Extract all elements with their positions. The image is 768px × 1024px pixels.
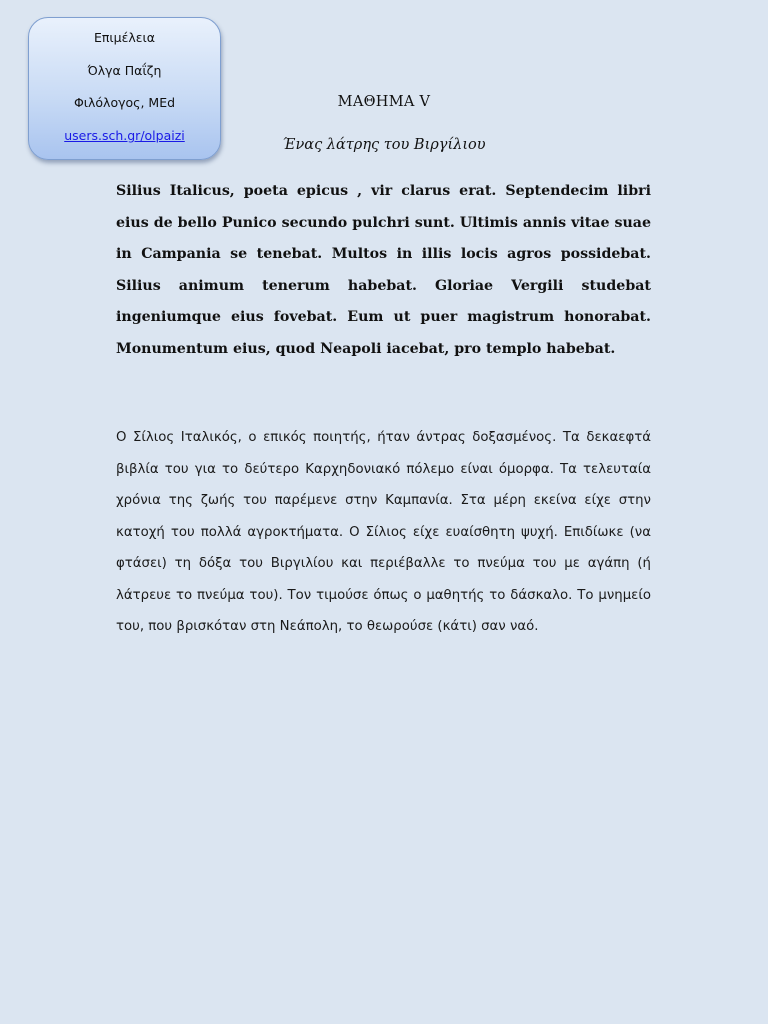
credit-editor-label: Επιμέλεια (94, 30, 155, 45)
author-website-link[interactable]: users.sch.gr/olpaizi (64, 128, 185, 143)
lesson-title: ΜΑΘΗΜΑ V (337, 94, 431, 110)
lesson-subtitle: Ένας λάτρης του Βιργίλιου (282, 137, 486, 153)
credit-author-title: Φιλόλογος, MEd (73, 95, 176, 110)
greek-translation-paragraph: Ο Σίλιος Ιταλικός, ο επικός ποιητής, ήταν άντρας δοξασμένος. Τα δεκαεφτά βιβλία του για το δεύτερο Καρχηδονιακό πόλεμο είναι όμορφα. Τα τελευταία χρόνια της ζωής του παρέμενε στην Καμπανία. Στα μέρη εκείνα είχε στην κατοχή του πολλά αγροκτήματα. Ο Σίλιος είχε ευαίσθητη ψυχή. Επιδίωκε (να φτάσει) τη δόξα του Βιργιλίου και περιέβαλλε το πνεύμα του με αγάπη (ή λάτρευε το πνεύμα του). Τον τιμούσε όπως ο μαθητής το δάσκαλο. Το μνημείο του, που βρισκόταν στη Νεάπολη, το θεωρούσε (κάτι) σαν ναό. (116, 430, 651, 634)
latin-text-paragraph: Silius Italicus, poeta epicus , vir clarus erat. Septendecim libri eius de bello Punico secundo pulchri sunt. Ultimis annis vitae suae in Campania se tenebat. Multos in illis locis agros possidebat. Silius animum tenerum habebat. Gloriae Vergili studebat ingeniumque eius fovebat. Eum ut puer magistrum honorabat. Monumentum eius, quod Neapoli iacebat, pro templo habebat. (116, 183, 651, 357)
credit-author-name: Όλγα Παΐζη (87, 63, 162, 78)
